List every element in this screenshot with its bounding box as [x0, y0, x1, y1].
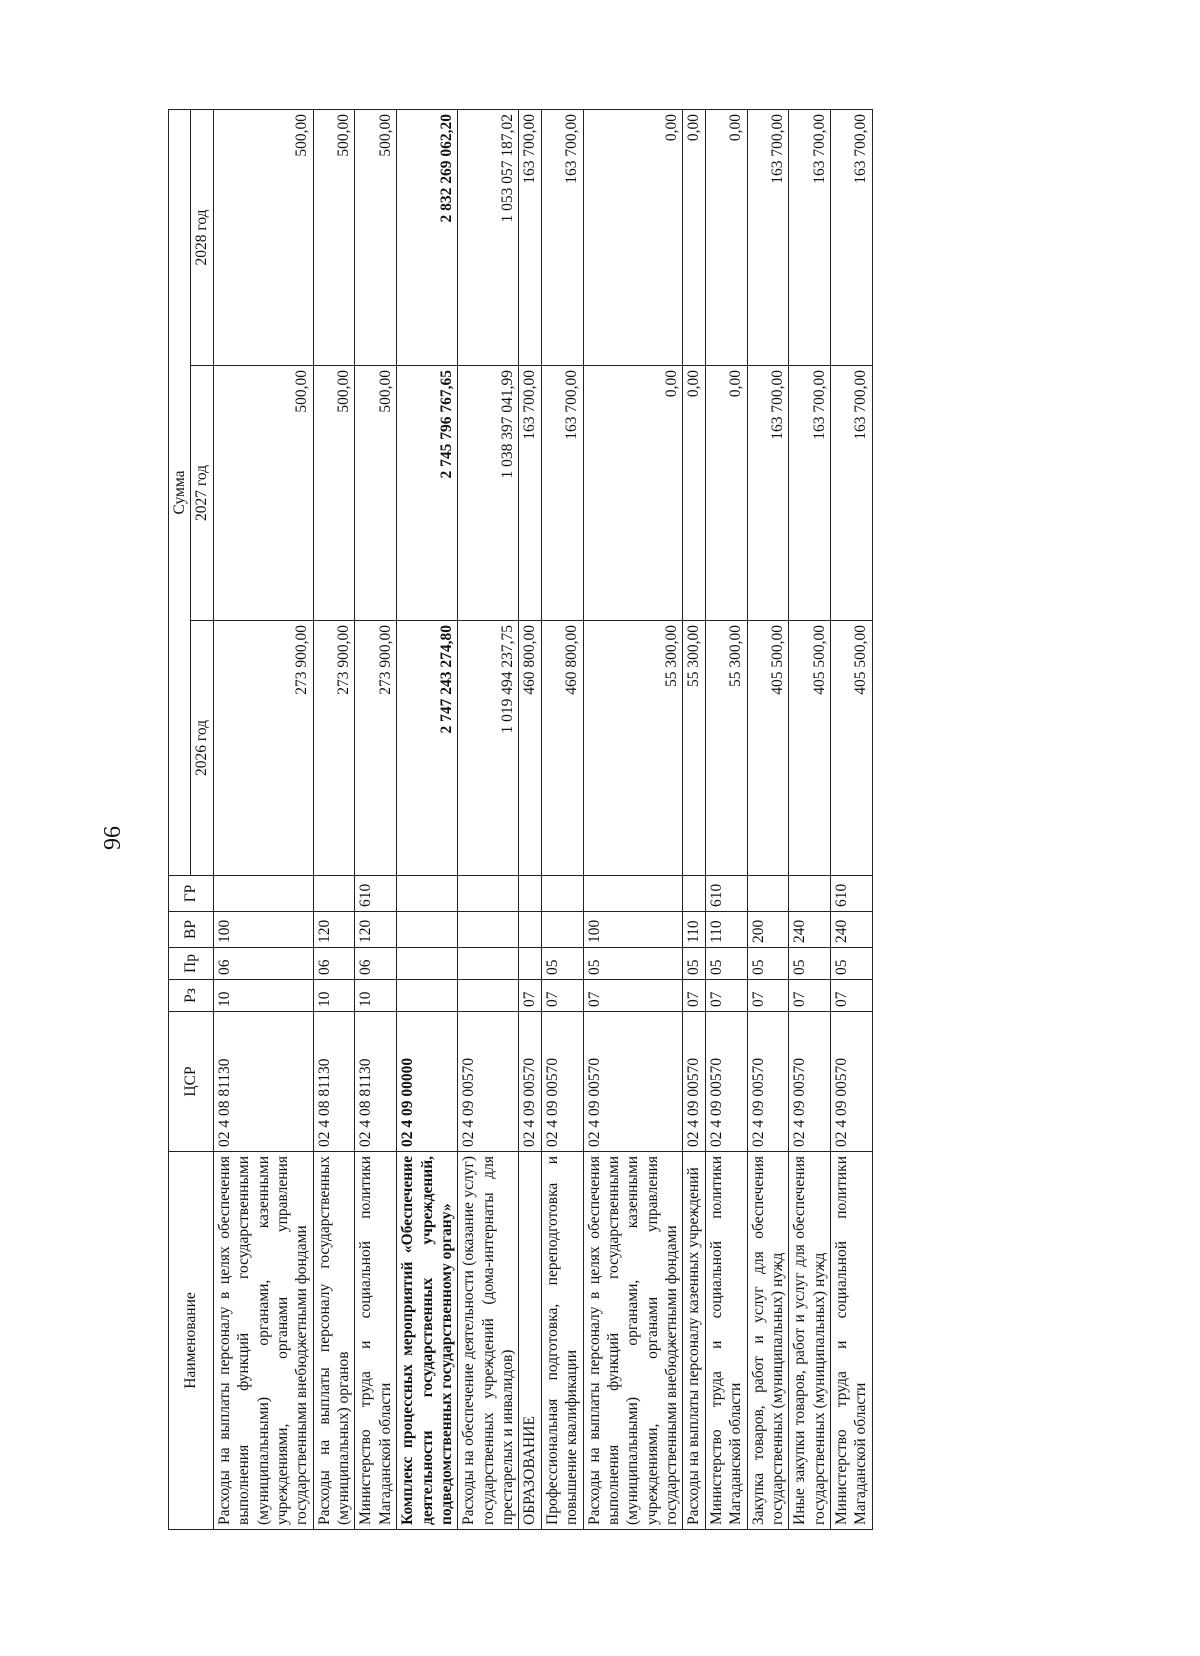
- table-row: [213, 109, 313, 1529]
- row-rz: 07: [583, 980, 683, 1012]
- header-2026: 2026 год: [191, 621, 213, 876]
- row-vr: [519, 912, 541, 948]
- row-amount-2028: 163 700,00: [519, 109, 541, 365]
- row-amount-2026: 55 300,00: [583, 621, 683, 876]
- row-amount-2028: 163 700,00: [789, 109, 831, 365]
- row-vr: 120: [355, 912, 397, 948]
- row-pr: [397, 948, 458, 980]
- row-name: Расходы на обеспечение деятельности (оказание услуг) государственных учреждений (дома-интернаты для престарелых и инвалидов): [458, 1152, 519, 1530]
- row-name: Министерство труда и социальной политики Магаданской области: [831, 1152, 873, 1530]
- header-pr: Пр: [169, 948, 214, 980]
- row-rz: 10: [355, 980, 397, 1012]
- row-amount-2026: 405 500,00: [789, 621, 831, 876]
- row-amount-2028: 163 700,00: [831, 109, 873, 365]
- header-vr: ВР: [169, 912, 214, 948]
- row-rz: [397, 980, 458, 1012]
- row-csr: 02 4 09 00570: [683, 1012, 705, 1152]
- row-vr: [458, 912, 519, 948]
- row-amount-2028: 500,00: [355, 109, 397, 365]
- table-row: [705, 109, 747, 1529]
- row-pr: 05: [789, 948, 831, 980]
- row-amount-2028: 0,00: [683, 109, 705, 365]
- row-rz: 07: [789, 980, 831, 1012]
- row-csr: 02 4 09 00570: [458, 1012, 519, 1152]
- row-amount-2026: 2 747 243 274,80: [397, 621, 458, 876]
- row-rz: 10: [313, 980, 355, 1012]
- row-gr: 610: [705, 876, 747, 912]
- row-vr: 120: [313, 912, 355, 948]
- row-gr: 610: [355, 876, 397, 912]
- row-gr: [789, 876, 831, 912]
- row-gr: [583, 876, 683, 912]
- row-csr: 02 4 08 81130: [213, 1012, 313, 1152]
- row-amount-2026: 405 500,00: [831, 621, 873, 876]
- row-amount-2026: 405 500,00: [747, 621, 789, 876]
- row-amount-2028: 163 700,00: [541, 109, 583, 365]
- row-amount-2026: 273 900,00: [313, 621, 355, 876]
- row-amount-2027: 0,00: [583, 366, 683, 621]
- header-rz: Рз: [169, 980, 214, 1012]
- row-amount-2027: 500,00: [355, 366, 397, 621]
- row-amount-2027: 0,00: [683, 366, 705, 621]
- row-name: Профессиональная подготовка, переподготовка и повышение квалификации: [541, 1152, 583, 1530]
- row-csr: 02 4 09 00570: [747, 1012, 789, 1152]
- row-name: Расходы на выплаты персоналу казенных учреждений: [683, 1152, 705, 1530]
- header-2028: 2028 год: [191, 109, 213, 365]
- row-amount-2027: 500,00: [313, 366, 355, 621]
- row-gr: 610: [831, 876, 873, 912]
- row-rz: [458, 980, 519, 1012]
- row-csr: 02 4 09 00570: [705, 1012, 747, 1152]
- row-gr: [541, 876, 583, 912]
- row-amount-2027: 163 700,00: [831, 366, 873, 621]
- row-csr: 02 4 09 00570: [831, 1012, 873, 1152]
- row-name: Комплекс процессных мероприятий «Обеспечение деятельности государственных учреждений, подведомственных государственному органу»: [397, 1152, 458, 1530]
- row-rz: 07: [705, 980, 747, 1012]
- row-amount-2027: 500,00: [213, 366, 313, 621]
- table-row: [747, 109, 789, 1529]
- row-vr: 240: [831, 912, 873, 948]
- table-row: [583, 109, 683, 1529]
- row-name: Министерство труда и социальной политики Магаданской области: [355, 1152, 397, 1530]
- row-pr: 05: [831, 948, 873, 980]
- row-vr: [541, 912, 583, 948]
- row-name: ОБРАЗОВАНИЕ: [519, 1152, 541, 1530]
- table-row: [355, 109, 397, 1529]
- row-amount-2028: 500,00: [313, 109, 355, 365]
- row-amount-2026: 273 900,00: [213, 621, 313, 876]
- row-amount-2026: 273 900,00: [355, 621, 397, 876]
- row-amount-2027: 163 700,00: [789, 366, 831, 621]
- rotated-table-container: [168, 110, 1065, 1530]
- header-row: [169, 109, 191, 1529]
- row-gr: [213, 876, 313, 912]
- row-gr: [683, 876, 705, 912]
- header-sum: Сумма: [169, 109, 191, 875]
- row-amount-2028: 0,00: [705, 109, 747, 365]
- row-pr: 06: [355, 948, 397, 980]
- row-amount-2028: 1 053 057 187,02: [458, 109, 519, 365]
- table-row: [397, 109, 458, 1529]
- row-rz: 07: [831, 980, 873, 1012]
- row-amount-2028: 2 832 269 062,20: [397, 109, 458, 365]
- row-rz: 10: [213, 980, 313, 1012]
- row-amount-2026: 1 019 494 237,75: [458, 621, 519, 876]
- row-name: Расходы на выплаты персоналу в целях обеспечения выполнения функций государственными (муниципальными) органами, казенными учреждениями, органами управления государственными внебюджетными фондами: [583, 1152, 683, 1530]
- row-csr: 02 4 09 00570: [519, 1012, 541, 1152]
- row-pr: 05: [747, 948, 789, 980]
- row-csr: 02 4 08 81130: [355, 1012, 397, 1152]
- row-amount-2027: 163 700,00: [541, 366, 583, 621]
- row-amount-2027: 163 700,00: [519, 366, 541, 621]
- row-gr: [397, 876, 458, 912]
- row-vr: 100: [213, 912, 313, 948]
- row-pr: 05: [541, 948, 583, 980]
- row-csr: 02 4 09 00570: [541, 1012, 583, 1152]
- row-pr: [458, 948, 519, 980]
- row-pr: [519, 948, 541, 980]
- row-amount-2026: 55 300,00: [683, 621, 705, 876]
- row-pr: 05: [705, 948, 747, 980]
- table-row: [313, 109, 355, 1529]
- row-name: Министерство труда и социальной политики Магаданской области: [705, 1152, 747, 1530]
- row-rz: 07: [747, 980, 789, 1012]
- budget-table: [168, 109, 873, 1530]
- table-row: [831, 109, 873, 1529]
- row-csr: 02 4 09 00570: [789, 1012, 831, 1152]
- row-amount-2028: 500,00: [213, 109, 313, 365]
- row-amount-2028: 163 700,00: [747, 109, 789, 365]
- row-gr: [519, 876, 541, 912]
- row-csr: 02 4 08 81130: [313, 1012, 355, 1152]
- row-pr: 06: [213, 948, 313, 980]
- row-vr: 110: [705, 912, 747, 948]
- row-name: Расходы на выплаты персоналу государственных (муниципальных) органов: [313, 1152, 355, 1530]
- row-name: Закупка товаров, работ и услуг для обеспечения государственных (муниципальных) нужд: [747, 1152, 789, 1530]
- page-number: 96: [100, 826, 126, 850]
- row-name: Иные закупки товаров, работ и услуг для обеспечения государственных (муниципальных) нужд: [789, 1152, 831, 1530]
- row-pr: 05: [683, 948, 705, 980]
- row-vr: [397, 912, 458, 948]
- row-csr: 02 4 09 00570: [583, 1012, 683, 1152]
- header-name: Наименование: [169, 1152, 214, 1530]
- row-amount-2027: 0,00: [705, 366, 747, 621]
- row-amount-2026: 55 300,00: [705, 621, 747, 876]
- row-csr: 02 4 09 00000: [397, 1012, 458, 1152]
- row-vr: 100: [583, 912, 683, 948]
- table-row: [458, 109, 519, 1529]
- header-gr: ГР: [169, 876, 214, 912]
- row-amount-2026: 460 800,00: [519, 621, 541, 876]
- row-pr: 06: [313, 948, 355, 980]
- table-row: [541, 109, 583, 1529]
- table-row: [789, 109, 831, 1529]
- row-vr: 200: [747, 912, 789, 948]
- row-rz: 07: [683, 980, 705, 1012]
- row-gr: [313, 876, 355, 912]
- row-amount-2026: 460 800,00: [541, 621, 583, 876]
- row-rz: 07: [519, 980, 541, 1012]
- row-rz: 07: [541, 980, 583, 1012]
- table-row: [519, 109, 541, 1529]
- row-vr: 240: [789, 912, 831, 948]
- row-gr: [747, 876, 789, 912]
- table-row: [683, 109, 705, 1529]
- header-2027: 2027 год: [191, 366, 213, 621]
- row-gr: [458, 876, 519, 912]
- row-vr: 110: [683, 912, 705, 948]
- row-name: Расходы на выплаты персоналу в целях обеспечения выполнения функций государственными (муниципальными) органами, казенными учреждениями, органами управления государственными внебюджетными фондами: [213, 1152, 313, 1530]
- row-amount-2027: 2 745 796 767,65: [397, 366, 458, 621]
- row-amount-2027: 163 700,00: [747, 366, 789, 621]
- row-amount-2028: 0,00: [583, 109, 683, 365]
- header-csr: ЦСР: [169, 1012, 214, 1152]
- row-amount-2027: 1 038 397 041,99: [458, 366, 519, 621]
- row-pr: 05: [583, 948, 683, 980]
